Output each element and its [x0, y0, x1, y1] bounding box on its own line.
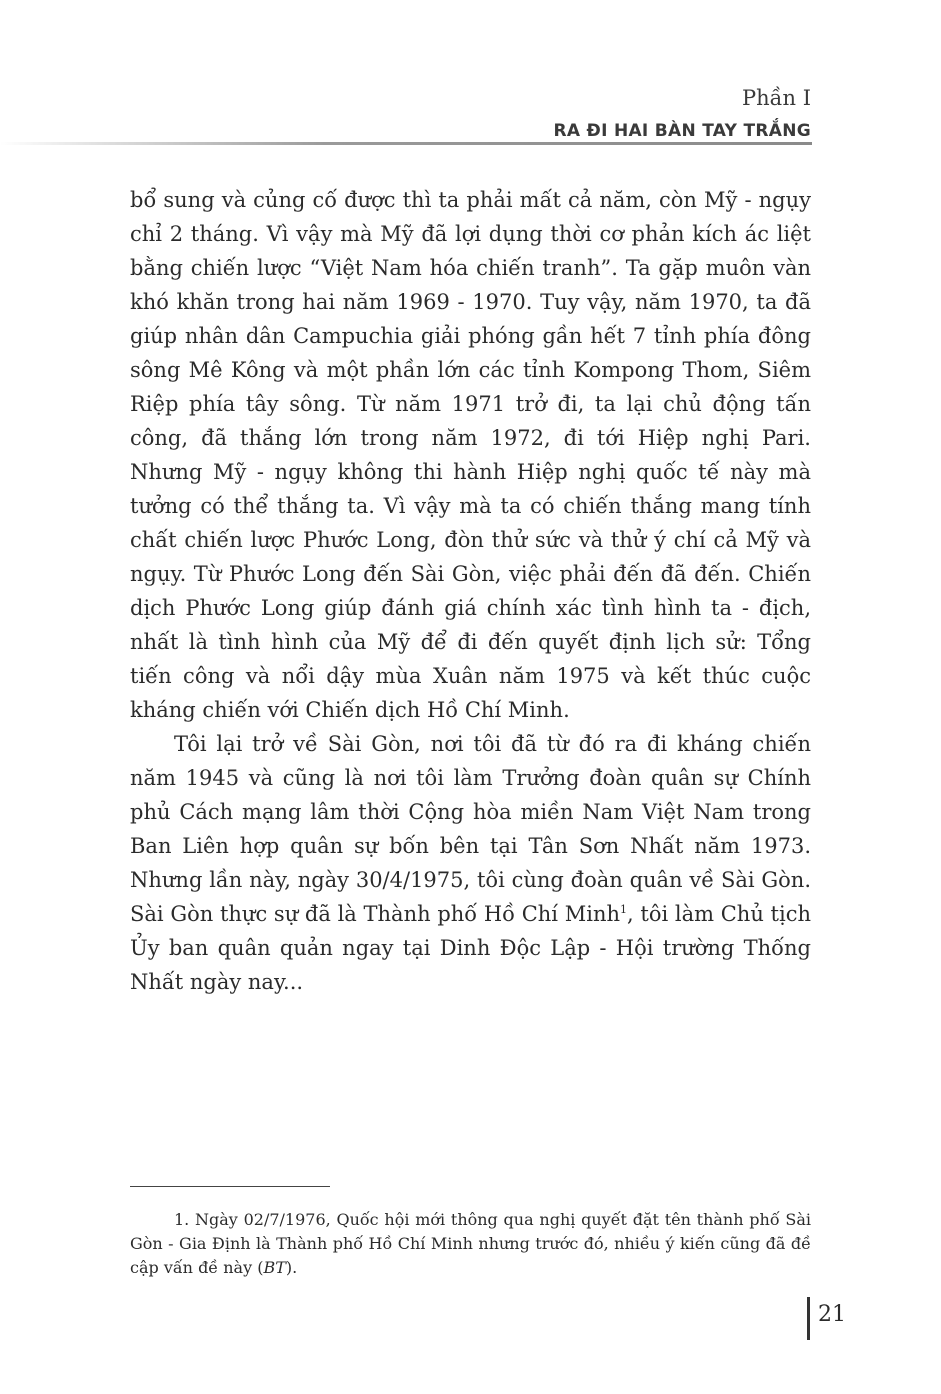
page-number-bar: [807, 1297, 810, 1340]
chapter-part-label: Phần I: [741, 86, 811, 110]
paragraph-1: bổ sung và củng cố được thì ta phải mất cả năm, còn Mỹ - ngụy chỉ 2 tháng. Vì vậy mà Mỹ đã lợi dụng thời cơ phản kích ác liệt bằng chiến lược “Việt Nam hóa chiến tranh”. Ta gặp muôn vàn khó khăn trong hai năm 1969 - 1970. Tuy vậy, năm 1970, ta đã giúp nhân dân Campuchia giải phóng gần hết 7 tỉnh phía đông sông Mê Kông và một phần lớn các tỉnh Kompong Thom, Siêm Riệp phía tây sông. Từ năm 1971 trở đi, ta lại chủ động tấn công, đã thắng lớn trong năm 1972, đi tới Hiệp nghị Pari. Nhưng Mỹ - ngụy không thi hành Hiệp nghị quốc tế này mà tưởng có thể thắng ta. Vì vậy mà ta có chiến thắng mang tính chất chiến lược Phước Long, đòn thử sức và thử ý chí cả Mỹ và ngụy. Từ Phước Long đến Sài Gòn, việc phải đến đã đến. Chiến dịch Phước Long giúp đánh giá chính xác tình hình ta - địch, nhất là tình hình của Mỹ để đi đến quyết định lịch sử: Tổng tiến công và nổi dậy mùa Xuân năm 1975 và kết thúc cuộc kháng chiến với Chiến dịch Hồ Chí Minh.: [130, 188, 811, 722]
footnote-text: 1. Ngày 02/7/1976, Quốc hội mới thông qua nghị quyết đặt tên thành phố Sài Gòn - Gia Định là Thành phố Hồ Chí Minh nhưng trước đó, nhiều ý kiến cũng đã đề cập vấn đề này (: [130, 1210, 811, 1277]
footnote: [130, 1208, 811, 1280]
footnote-divider: [130, 1186, 330, 1187]
paragraph-2-text-after: , tôi làm Chủ tịch Ủy ban quân quản ngay tại Dinh Độc Lập - Hội trường Thống Nhất ngày nay...: [130, 902, 811, 994]
footnote-reference: 1: [620, 903, 627, 916]
body-text: [130, 183, 811, 999]
chapter-title: RA ĐI HAI BÀN TAY TRẮNG: [553, 121, 811, 141]
footnote-abbrev: BT: [263, 1258, 286, 1277]
header-divider: [0, 142, 812, 145]
footnote-close: ).: [285, 1258, 298, 1277]
paragraph-2: [130, 727, 811, 999]
page-number: 21: [818, 1302, 846, 1327]
paragraph-2-text-before: Tôi lại trở về Sài Gòn, nơi tôi đã từ đó ra đi kháng chiến năm 1945 và cũng là nơi tôi làm Trưởng đoàn quân sự Chính phủ Cách mạng lâm thời Cộng hòa miền Nam Việt Nam trong Ban Liên hợp quân sự bốn bên tại Tân Sơn Nhất năm 1973. Nhưng lần này, ngày 30/4/1975, tôi cùng đoàn quân về Sài Gòn. Sài Gòn thực sự đã là Thành phố Hồ Chí Minh: [130, 732, 811, 926]
